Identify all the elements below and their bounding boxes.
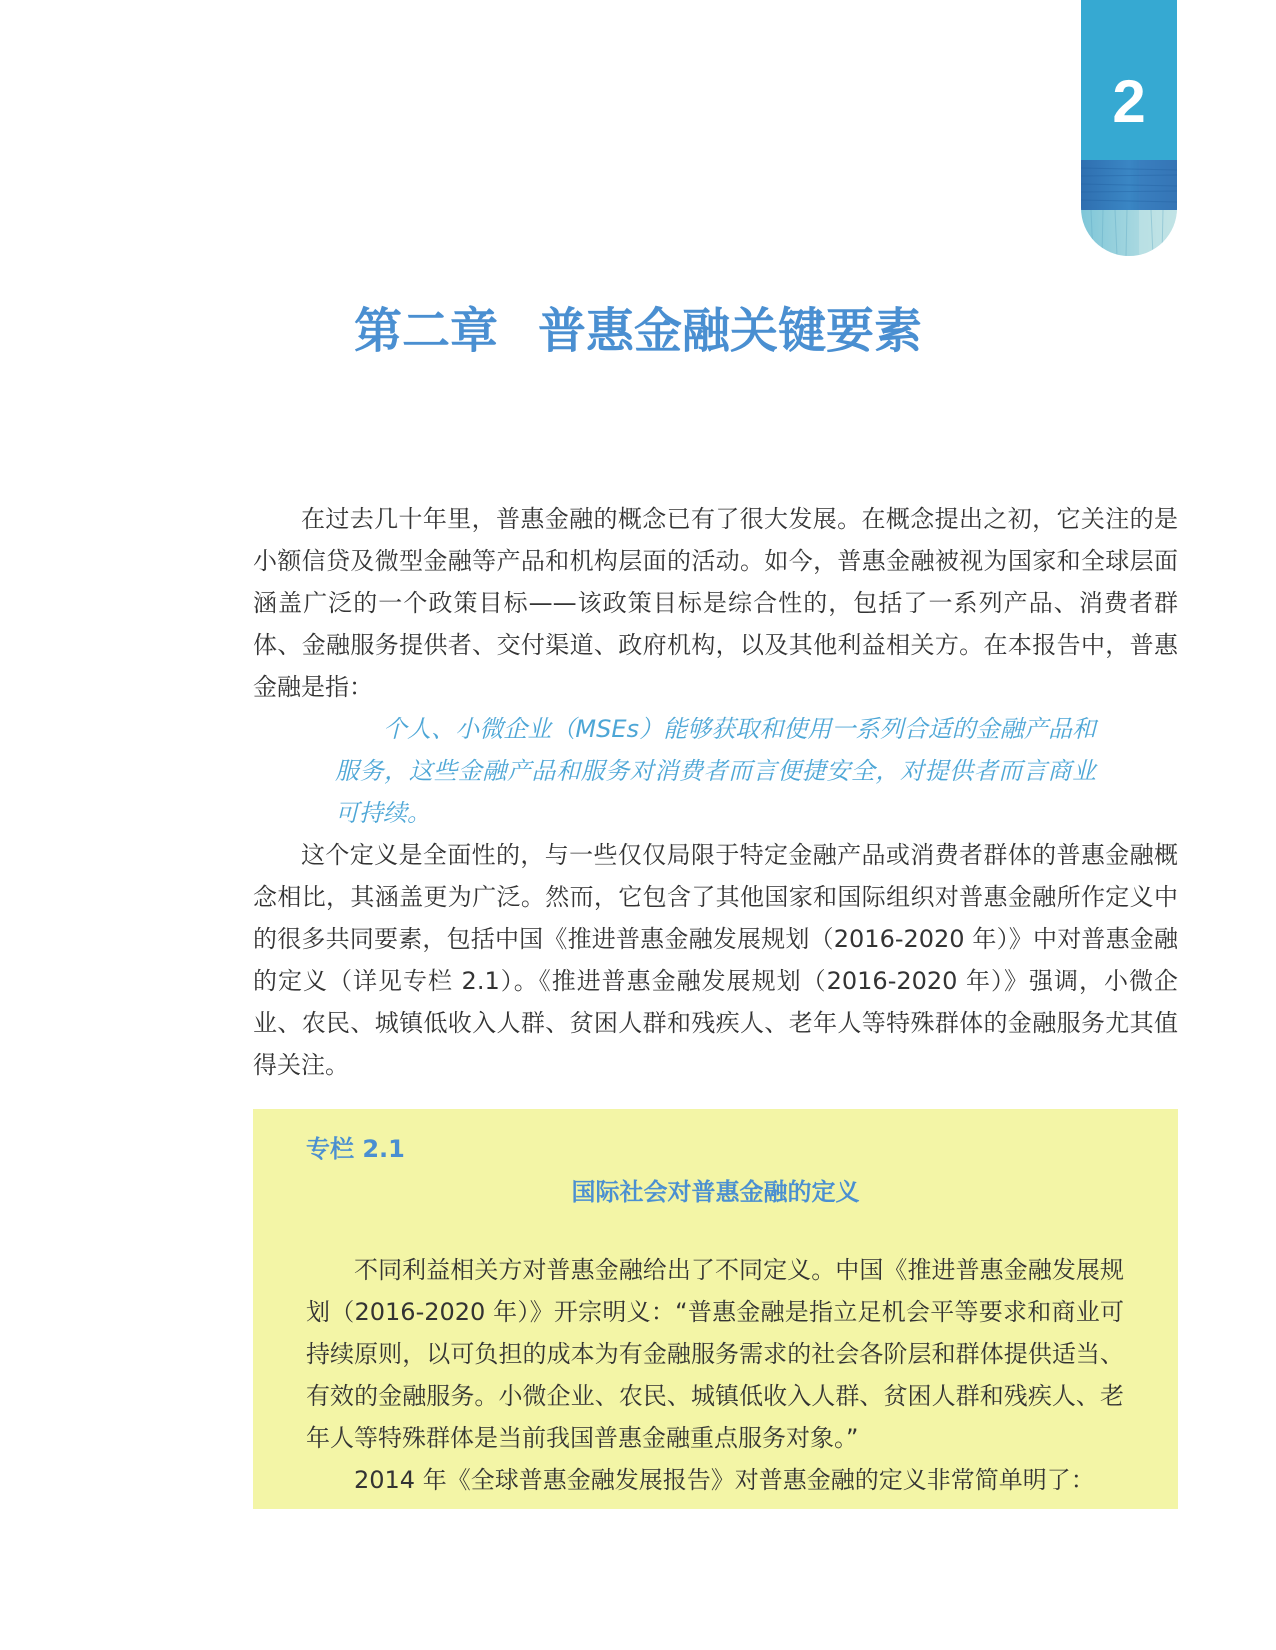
chapter-title-number: 第二章 bbox=[353, 303, 498, 359]
body-paragraph-1: 在过去几十年里，普惠金融的概念已有了很大发展。在概念提出之初，它关注的是小额信贷及微型金融等产品和机构层面的活动。如今，普惠金融被视为国家和全球层面涵盖广泛的一个政策目标——该政策目标是综合性的，包括了一系列产品、消费者群体、金融服务提供者、交付渠道、政府机构，以及其他利益相关方。在本报告中，普惠金融是指： bbox=[253, 505, 1178, 701]
body-paragraph-2: 这个定义是全面性的，与一些仅仅局限于特定金融产品或消费者群体的普惠金融概念相比，其涵盖更为广泛。然而，它包含了其他国家和国际组织对普惠金融所作定义中的很多共同要素，包括中国《推进普惠金融发展规划（2016-2020 年）》中对普惠金融的定义（详见专栏 2.1）。《推进普惠金融发展规划（2016-2020 年）》强调，小微企业、农民、城镇低收入人群、贫困人群和残疾人、老年人等特殊群体的金融服务尤其值得关注。 bbox=[253, 841, 1178, 1079]
chapter-title bbox=[0, 296, 1276, 366]
box-paragraph-1: 不同利益相关方对普惠金融给出了不同定义。中国《推进普惠金融发展规划（2016-2020 年）》开宗明义：“普惠金融是指立足机会平等要求和商业可持续原则，以可负担的成本为有金融服务需求的社会各阶层和群体提供适当、有效的金融服务。小微企业、农民、城镇低收入人群、贫困人群和残疾人、老年人等特殊群体是当前我国普惠金融重点服务对象。” bbox=[306, 1256, 1124, 1452]
box-paragraph-2: 2014 年《全球普惠金融发展报告》对普惠金融的定义非常简单明了： bbox=[354, 1466, 1095, 1494]
chapter-badge-image bbox=[1081, 160, 1177, 256]
box-title: 国际社会对普惠金融的定义 bbox=[571, 1178, 860, 1206]
body-content bbox=[253, 498, 1178, 1086]
sidebar-box bbox=[253, 1109, 1178, 1509]
texture-graphic bbox=[1081, 160, 1177, 256]
chapter-number: 2 bbox=[1112, 68, 1146, 135]
box-body bbox=[306, 1249, 1124, 1501]
box-label: 专栏 2.1 bbox=[306, 1135, 405, 1163]
chapter-title-text: 普惠金融关键要素 bbox=[538, 303, 923, 359]
definition-quote: 个人、小微企业（MSEs）能够获取和使用一系列合适的金融产品和服务，这些金融产品和服务对消费者而言便捷安全，对提供者而言商业可持续。 bbox=[335, 715, 1096, 827]
